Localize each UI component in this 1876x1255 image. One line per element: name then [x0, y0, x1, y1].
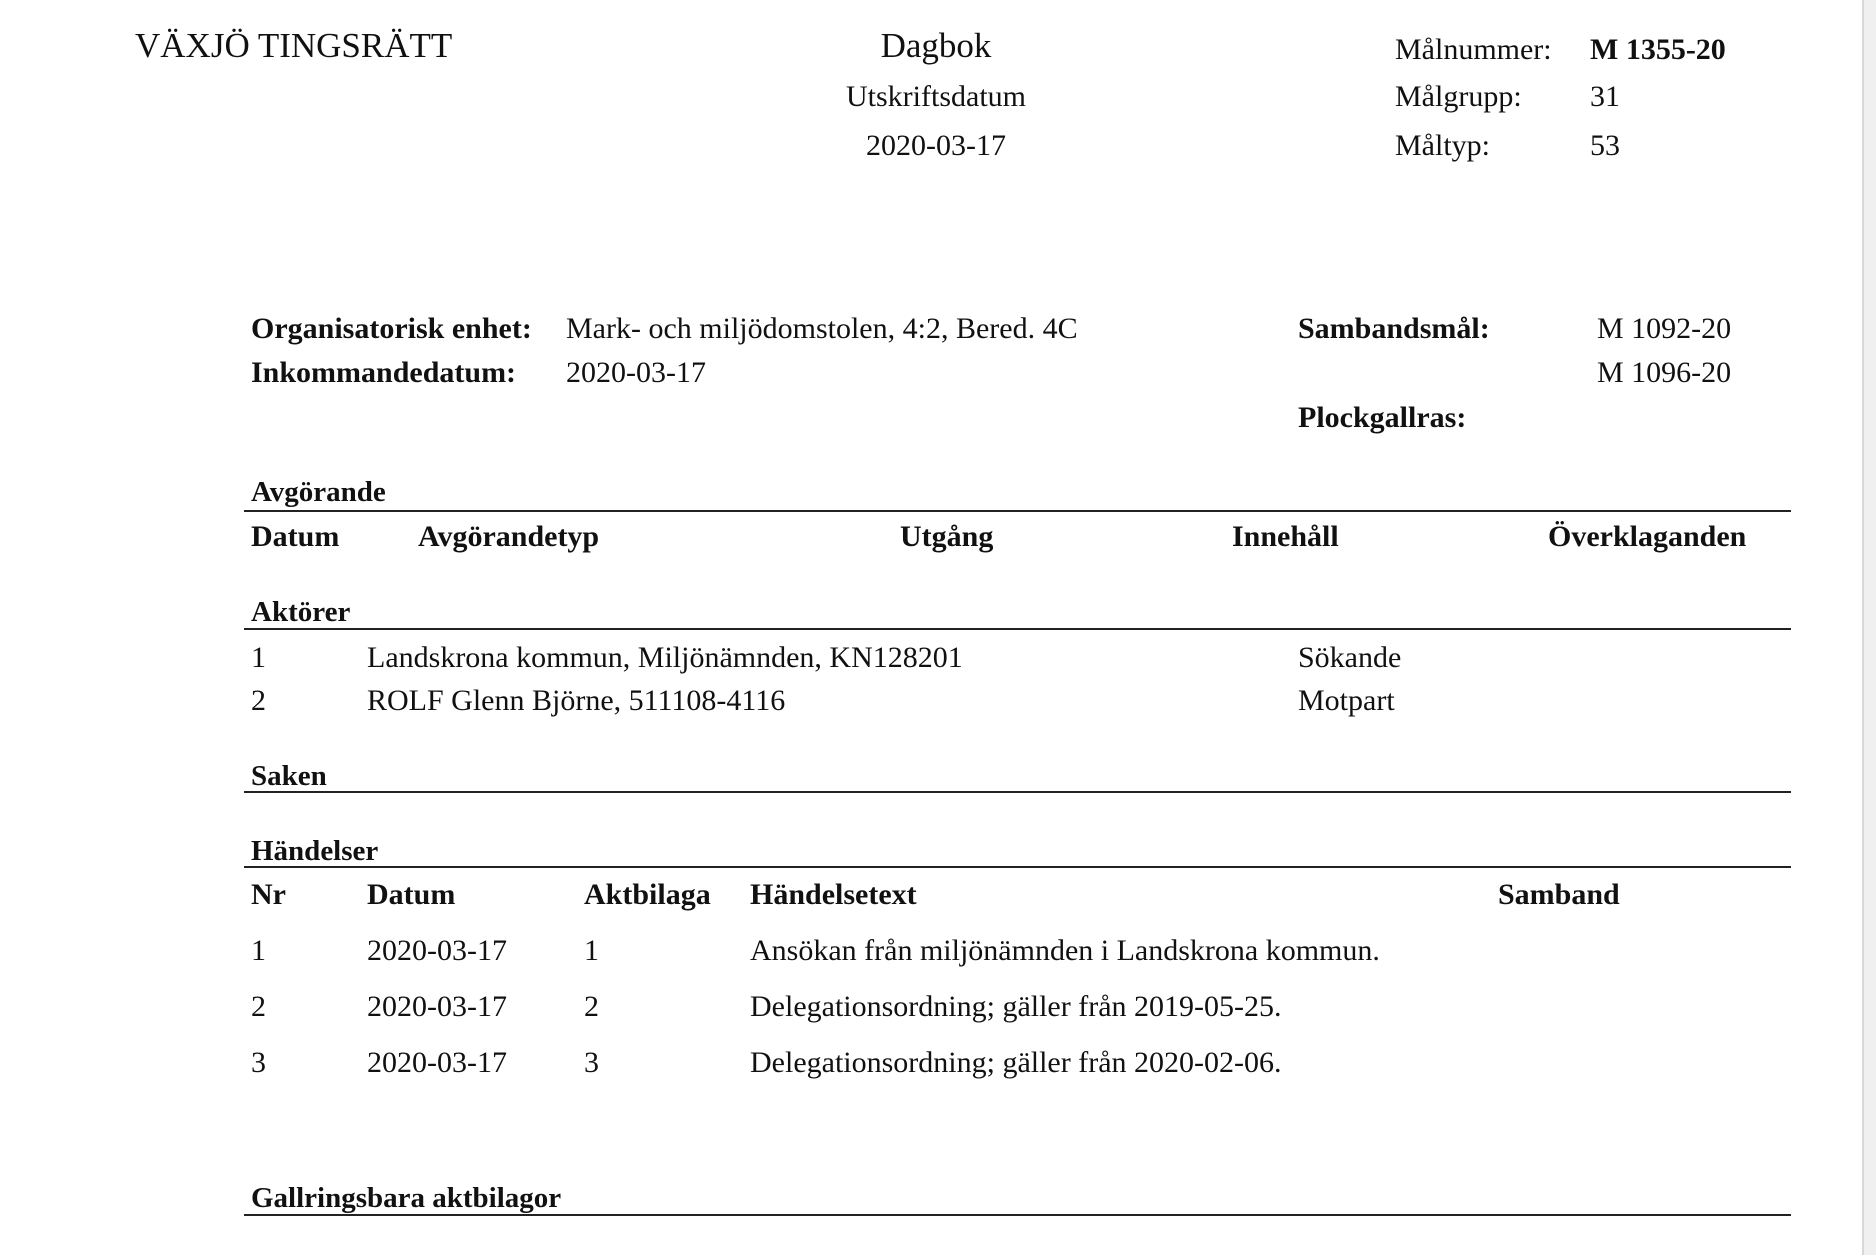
col-header-avgorandetyp: Avgörandetyp [418, 520, 600, 553]
actor-role: Motpart [1298, 684, 1395, 717]
case-type-label: Måltyp: [1395, 129, 1490, 162]
col-header-nr: Nr [251, 878, 286, 911]
event-aktbilaga: 1 [584, 934, 599, 967]
col-header-samband: Samband [1498, 878, 1620, 911]
event-nr: 3 [251, 1046, 266, 1079]
section-rule [244, 628, 1791, 630]
section-rule [244, 510, 1791, 512]
linked-case: M 1092-20 [1597, 312, 1732, 345]
court-name: VÄXJÖ TINGSRÄTT [135, 26, 453, 65]
actor-nr: 1 [251, 641, 266, 674]
event-aktbilaga: 3 [584, 1046, 599, 1079]
col-header-innehall: Innehåll [1232, 520, 1339, 553]
event-nr: 1 [251, 934, 266, 967]
event-text: Ansökan från miljönämnden i Landskrona kommun. [750, 934, 1380, 967]
col-header-overklaganden: Överklaganden [1548, 520, 1747, 553]
section-heading-avgorande: Avgörande [251, 476, 386, 508]
print-date: 2020-03-17 [866, 129, 1006, 162]
doc-title: Dagbok [880, 26, 992, 65]
section-rule [244, 791, 1791, 793]
case-type: 53 [1590, 129, 1620, 162]
section-heading-gallringsbara: Gallringsbara aktbilagor [251, 1182, 562, 1214]
event-text: Delegationsordning; gäller från 2019-05-25. [750, 990, 1282, 1023]
case-group-label: Målgrupp: [1395, 80, 1522, 113]
incoming-date: 2020-03-17 [566, 356, 706, 389]
linked-case: M 1096-20 [1597, 356, 1732, 389]
actor-name: ROLF Glenn Björne, 511108-4116 [367, 684, 786, 717]
actor-nr: 2 [251, 684, 266, 717]
actor-name: Landskrona kommun, Miljönämnden, KN128201 [367, 641, 963, 674]
event-date: 2020-03-17 [367, 1046, 507, 1079]
col-header-handelsetext: Händelsetext [750, 878, 917, 911]
incoming-date-label: Inkommandedatum: [251, 356, 517, 389]
section-heading-saken: Saken [251, 760, 327, 792]
event-date: 2020-03-17 [367, 990, 507, 1023]
event-text: Delegationsordning; gäller från 2020-02-06. [750, 1046, 1282, 1079]
linked-cases-label: Sambandsmål: [1298, 312, 1490, 345]
plockgallras-label: Plockgallras: [1298, 401, 1467, 434]
actor-role: Sökande [1298, 641, 1402, 674]
col-header-datum: Datum [251, 520, 340, 553]
col-header-datum: Datum [367, 878, 456, 911]
section-rule [244, 866, 1791, 868]
event-aktbilaga: 2 [584, 990, 599, 1023]
section-heading-aktorer: Aktörer [251, 596, 351, 628]
print-date-label: Utskriftsdatum [846, 80, 1026, 113]
col-header-utgang: Utgång [900, 520, 994, 553]
org-unit: Mark- och miljödomstolen, 4:2, Bered. 4C [566, 312, 1078, 345]
org-unit-label: Organisatorisk enhet: [251, 312, 532, 345]
section-heading-handelser: Händelser [251, 835, 379, 867]
event-nr: 2 [251, 990, 266, 1023]
case-number: M 1355-20 [1590, 33, 1726, 66]
case-number-label: Målnummer: [1395, 33, 1552, 66]
col-header-aktbilaga: Aktbilaga [584, 878, 711, 911]
event-date: 2020-03-17 [367, 934, 507, 967]
case-group: 31 [1590, 80, 1620, 113]
section-rule [244, 1214, 1791, 1216]
